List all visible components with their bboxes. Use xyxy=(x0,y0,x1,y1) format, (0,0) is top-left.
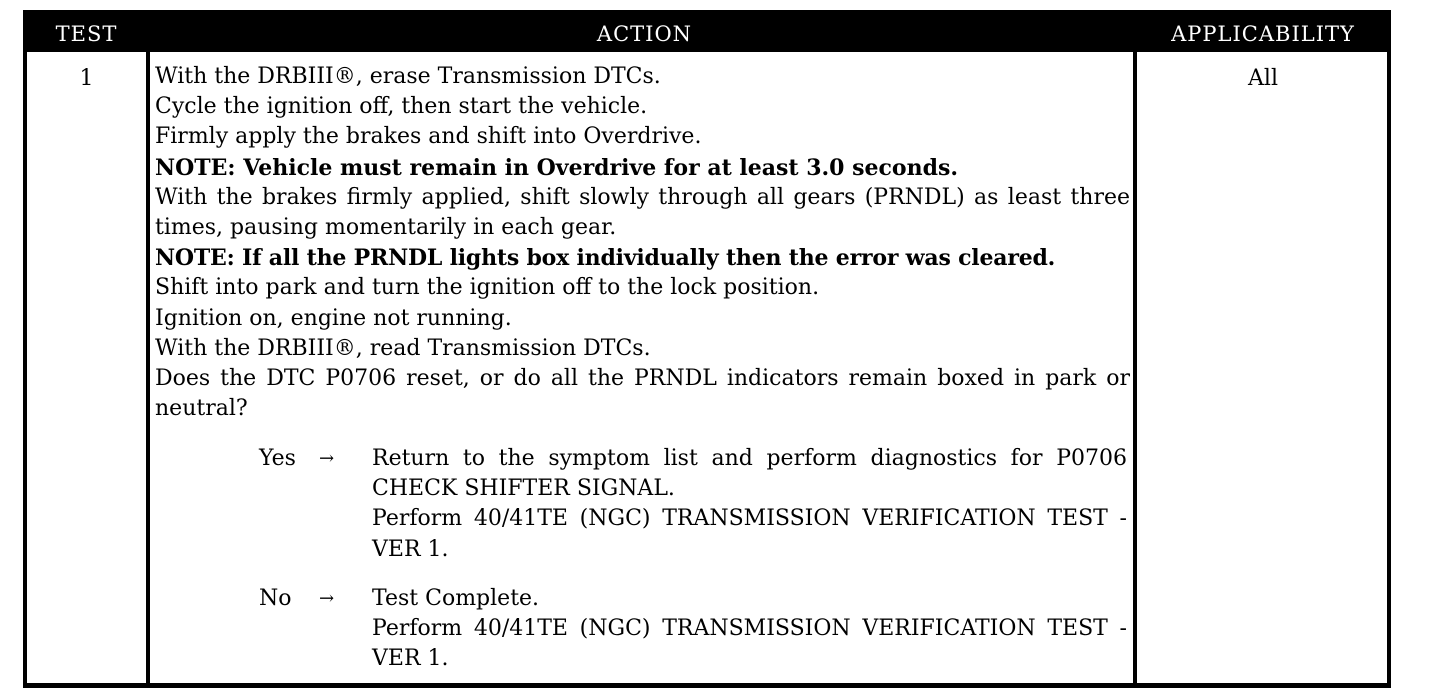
action-cell xyxy=(155,62,1130,424)
response-label: Yes xyxy=(259,446,296,471)
action-step: Cycle the ignition off, then start the vehicle. xyxy=(155,94,648,120)
action-note: NOTE: Vehicle must remain in Overdrive for at least 3.0 seconds. xyxy=(155,154,959,181)
action-step: With the brakes firmly applied, shift slowly through all gears (PRNDL) as least three times, pausing momentarily in each gear. xyxy=(155,184,1130,241)
response-line: Perform 40/41TE (NGC) TRANSMISSION VERIFICATION TEST - VER 1. xyxy=(372,616,1127,672)
column-divider-test xyxy=(146,52,150,683)
response-no xyxy=(259,584,1127,675)
response-line: Return to the symptom list and perform diagnostics for P0706 CHECK SHIFTER SIGNAL. xyxy=(372,446,1127,502)
header-action: ACTION xyxy=(596,22,693,46)
applicability-value: All xyxy=(1248,66,1278,91)
arrow-right-icon: → xyxy=(319,588,335,609)
action-step: With the DRBIII®, read Transmission DTCs. xyxy=(155,335,651,361)
action-question: Does the DTC P0706 reset, or do all the PRNDL indicators remain boxed in park or neutral? xyxy=(155,366,1130,422)
test-number: 1 xyxy=(79,66,94,91)
action-step: With the DRBIII®, erase Transmission DTCs. xyxy=(155,64,661,89)
header-test: TEST xyxy=(55,22,118,46)
action-step: Firmly apply the brakes and shift into Overdrive. xyxy=(155,124,702,150)
header-applicability: APPLICABILITY xyxy=(1171,22,1355,46)
table-header xyxy=(27,14,1387,52)
diagnostic-table xyxy=(23,10,1391,688)
action-step: Ignition on, engine not running. xyxy=(155,305,512,331)
response-line: Test Complete. xyxy=(372,586,540,611)
column-divider-action xyxy=(1133,52,1137,683)
action-note: NOTE: If all the PRNDL lights box individually then the error was cleared. xyxy=(155,245,1056,272)
arrow-right-icon: → xyxy=(319,448,335,469)
response-line: Perform 40/41TE (NGC) TRANSMISSION VERIFICATION TEST - VER 1. xyxy=(372,506,1127,562)
response-label: No xyxy=(259,586,292,611)
action-step: Shift into park and turn the ignition off to the lock position. xyxy=(155,275,820,301)
response-yes xyxy=(259,444,1127,565)
